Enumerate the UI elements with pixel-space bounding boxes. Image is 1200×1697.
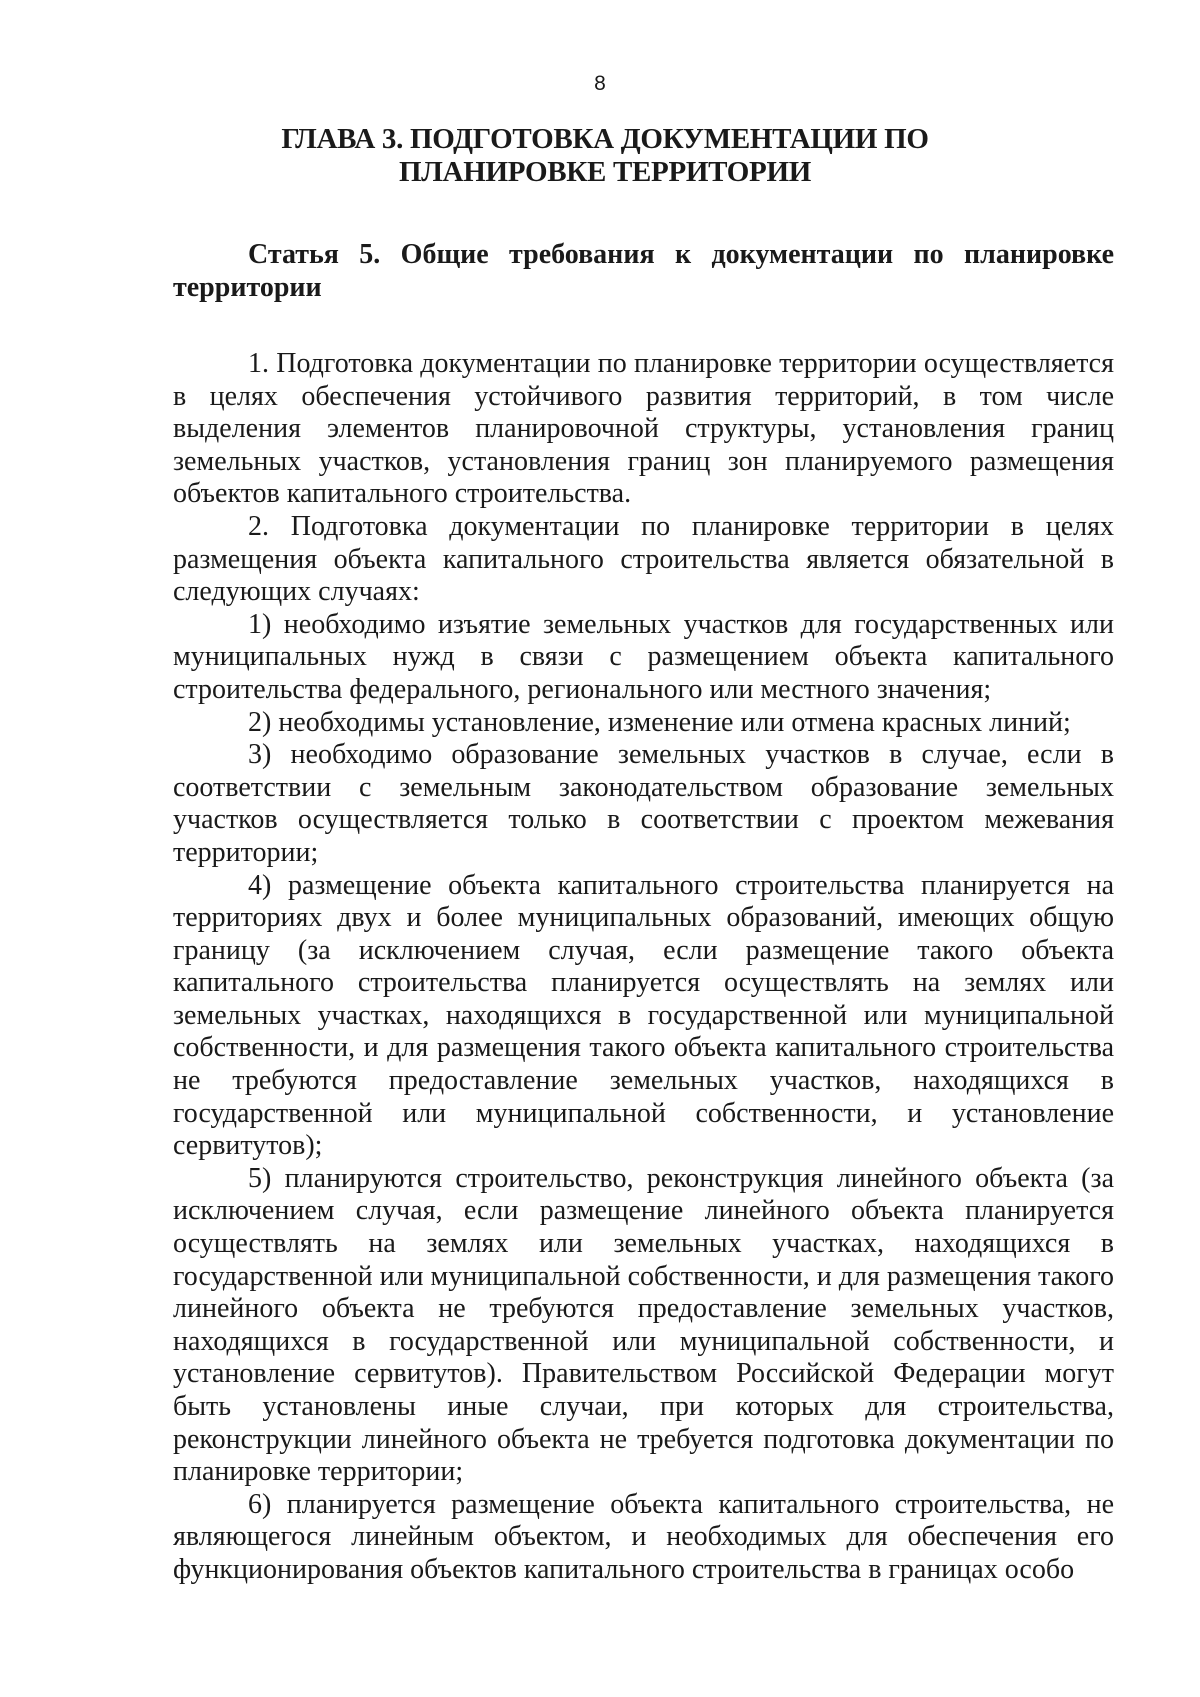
paragraph-2: 2. Подготовка документации по планировке территории в целях размещения объекта капитального строительства является обязательной в следующих случаях:	[173, 510, 1114, 608]
list-item-1: 1) необходимо изъятие земельных участков для государственных или муниципальных нужд в связи с размещением объекта капитального строительства федерального, регионального или местного значения;	[173, 608, 1114, 705]
page-number: 8	[594, 72, 606, 95]
article-body	[173, 348, 1114, 1587]
list-item-3: 3) необходимо образование земельных участков в случае, если в соответствии с земельным законодательством образование земельных участков осуществляется только в соответствии с проектом межевания территории;	[173, 739, 1114, 868]
list-item-2: 2) необходимы установление, изменение или отмена красных линий;	[248, 706, 1071, 738]
list-item-5: 5) планируются строительство, реконструкция линейного объекта (за исключением случая, если размещение линейного объекта планируется осуществлять на землях или земельных участках, находящихся в государственной или муниципальной собственности, и для размещения такого линейного объекта не требуются предоставление земельных участков, находящихся в государственной или муниципальной собственности, и установление сервитутов). Правительством Российской Федерации могут быть установлены иные случаи, при которых для строительства, реконструкции линейного объекта не требуется подготовка документации по планировке территории;	[173, 1162, 1114, 1488]
list-item-4: 4) размещение объекта капитального строительства планируется на территориях двух и более муниципальных образований, имеющих общую границу (за исключением случая, если размещение такого объекта капитального строительства планируется осуществлять на землях или земельных участках, находящихся в государственной или муниципальной собственности, и для размещения такого объекта капитального строительства не требуются предоставление земельных участков, находящихся в государственной или муниципальной собственности, и установление сервитутов);	[173, 869, 1114, 1162]
paragraph-1: 1. Подготовка документации по планировке территории осуществляется в целях обеспечения устойчивого развития территорий, в том числе выделения элементов планировочной структуры, установления границ земельных участков, установления границ зон планируемого размещения объектов капитального строительства.	[173, 348, 1114, 510]
article-title: Статья 5. Общие требования к документации по планировке территории	[173, 239, 1114, 303]
chapter-title: ГЛАВА 3. ПОДГОТОВКА ДОКУМЕНТАЦИИ ПО ПЛАНИРОВКЕ ТЕРРИТОРИИ	[281, 123, 929, 188]
list-item-6: 6) планируется размещение объекта капитального строительства, не являющегося линейным объектом, и необходимых для обеспечения его функционирования объектов капитального строительства в границах особо	[173, 1488, 1114, 1585]
